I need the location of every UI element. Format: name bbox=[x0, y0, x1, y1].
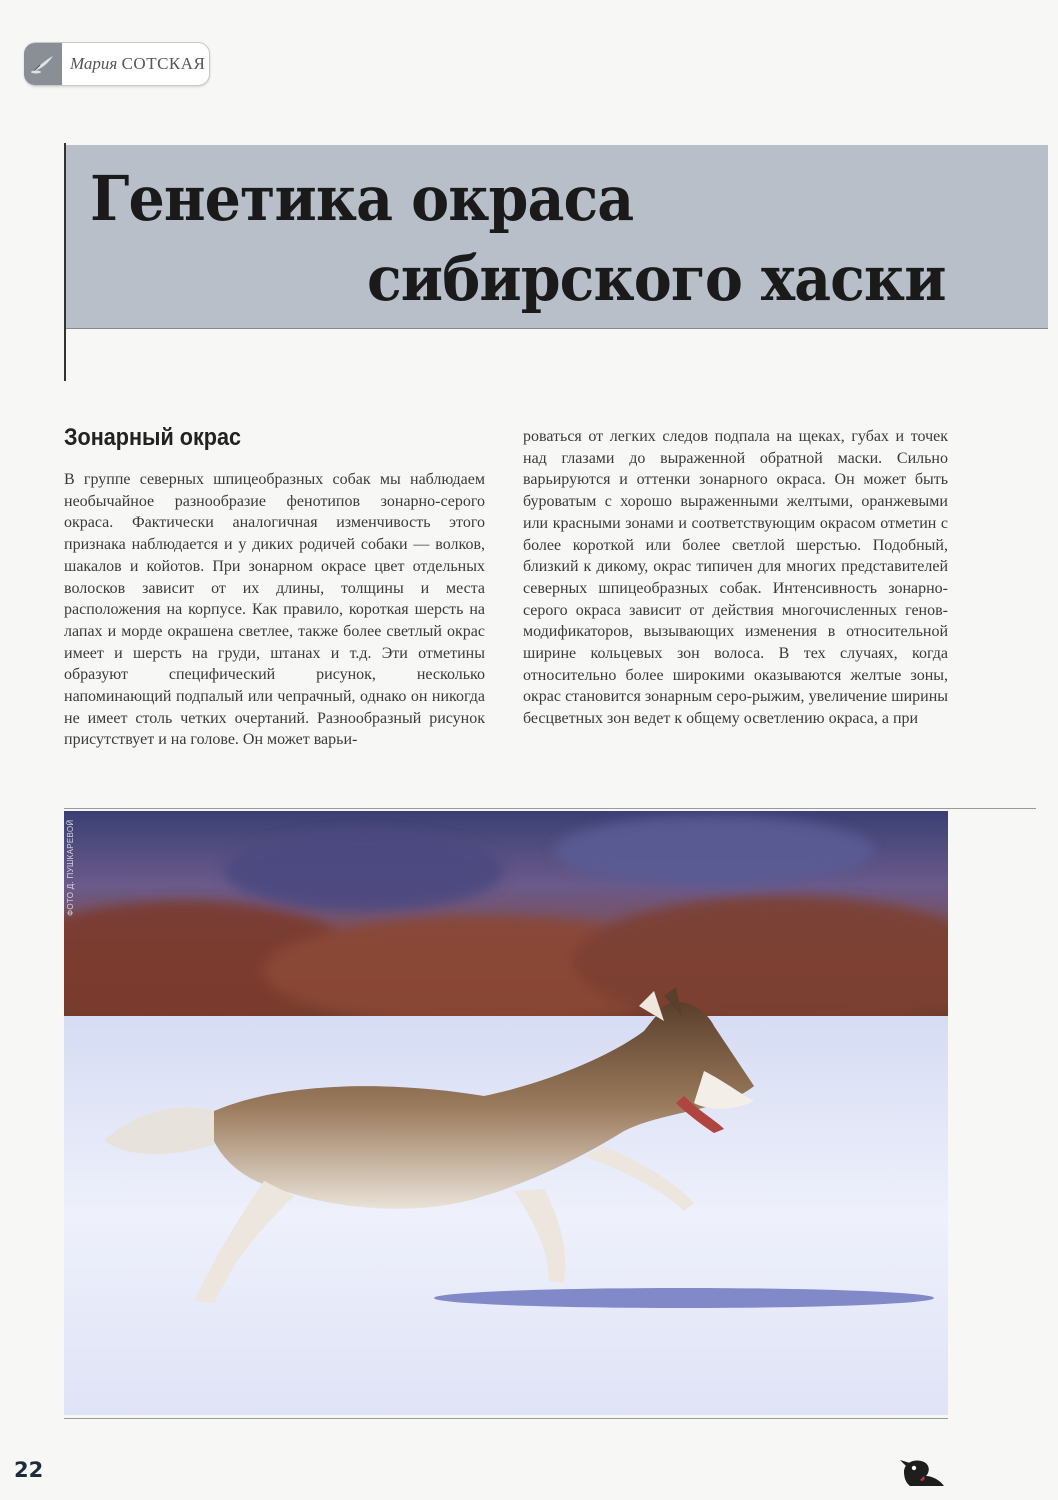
author-name bbox=[70, 54, 205, 74]
body-column-right bbox=[523, 426, 948, 730]
title-horizontal-rule bbox=[66, 328, 1048, 329]
body-column-left bbox=[64, 469, 485, 751]
body-paragraph-right: роваться от легких следов подпала на щеках, губах и точек над глазами до выраженной обратной маски. Сильно варьируются и оттенки зонарного окраса. Он может быть буроватым с хорошо выраженными желтыми, оранжевыми или красными зонами и соответствующим окрасом отметин с более короткой или более светлой шерстью. Подобный, близкий к дикому, окрас типичен для многих представителей северных шпицеобразных собак. Интенсивность зонарно-серого окраса зависит от действия многочисленных генов-модификаторов, вызывающих изменения в относительной ширине кольцевых зон волоса. В тех случаях, когда относительно более широкими оказываются желтые зоны, окрас становится зонарным серо-рыжим, увеличение ширины бесцветных зон ведет к общему осветлению окраса, а при bbox=[523, 428, 948, 728]
photo-credit: ФОТО Д. ПУШКАРЕВОЙ bbox=[66, 819, 75, 916]
section-heading: Зонарный окрас bbox=[64, 424, 241, 451]
author-last-name: СОТСКАЯ bbox=[121, 54, 206, 73]
article-title-text-1: Генетика окраса bbox=[90, 162, 634, 235]
quill-icon bbox=[24, 43, 62, 85]
article-title-text-2: сибирского хаски bbox=[367, 242, 946, 315]
title-vertical-rule bbox=[64, 143, 66, 381]
dog-logo-icon bbox=[896, 1450, 952, 1490]
husky-photo bbox=[64, 811, 948, 1415]
page-number: 22 bbox=[14, 1458, 44, 1482]
photo-top-rule bbox=[64, 808, 1036, 809]
body-paragraph-left: В группе северных шпицеобразных собак мы наблюдаем необычайное разнообразие фенотипов зонарно-серого окраса. Фактически аналогичная изменчивость этого признака наблюдается и у диких родичей собаки — волков, шакалов и койотов. При зонарном окрасе цвет отдельных волосков зависит от их длины, толщины и места расположения на корпусе. Как правило, короткая шерсть на лапах и морде окрашена светлее, также более светлый окрас имеет и шерсть на груди, штанах и т.д. Эти отметины образуют специфический рисунок, несколько напоминающий подпалый или чепрачный, однако он никогда не имеет столь четких очертаний. Разнообразный рисунок присутствует и на голове. Он может варьи- bbox=[64, 471, 485, 749]
photo-bottom-rule bbox=[64, 1418, 948, 1419]
author-first-name: Мария bbox=[70, 54, 118, 73]
author-badge bbox=[24, 42, 210, 86]
